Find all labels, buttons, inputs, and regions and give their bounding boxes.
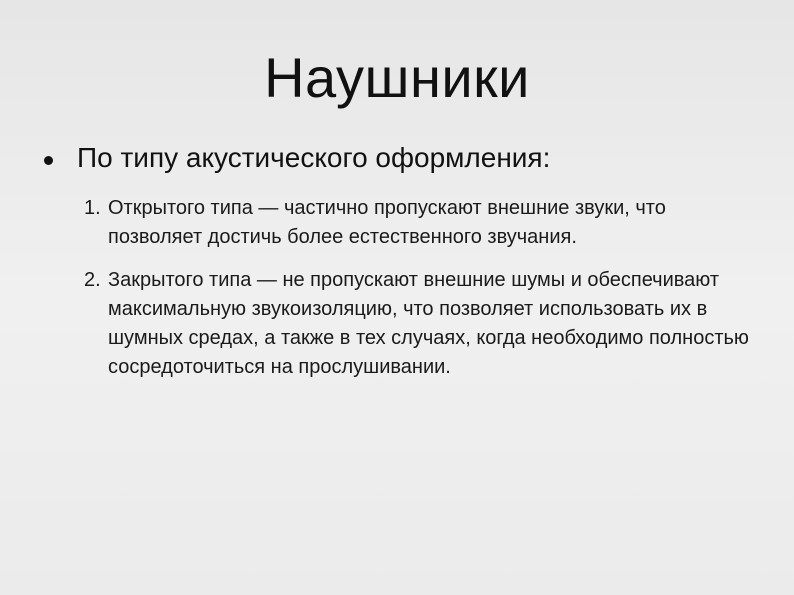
slide-title: Наушники: [264, 46, 530, 109]
list-item: [84, 194, 764, 252]
bullet-text: По типу акустического оформления:: [77, 142, 551, 173]
bullet-dot-icon: [44, 156, 53, 165]
list-item-number: 1.: [84, 197, 101, 219]
list-item-term: Закрытого типа: [108, 269, 252, 291]
list-item-text: — не пропускают внешние шумы и обеспечивают максимальную звукоизоляцию, что позволяет использовать их в шумных средах, а также в тех случаях, когда необходимо полностью сосредоточиться на прослушивании.: [108, 269, 749, 378]
bullet-item: [44, 140, 550, 176]
list-item: [84, 266, 764, 382]
list-item-term: Открытого типа: [108, 197, 253, 219]
list-item-text: — частично пропускают внешние звуки, что позволяет достичь более естественного звучания.: [108, 197, 666, 248]
list-item-number: 2.: [84, 269, 101, 291]
numbered-list: [84, 194, 764, 396]
